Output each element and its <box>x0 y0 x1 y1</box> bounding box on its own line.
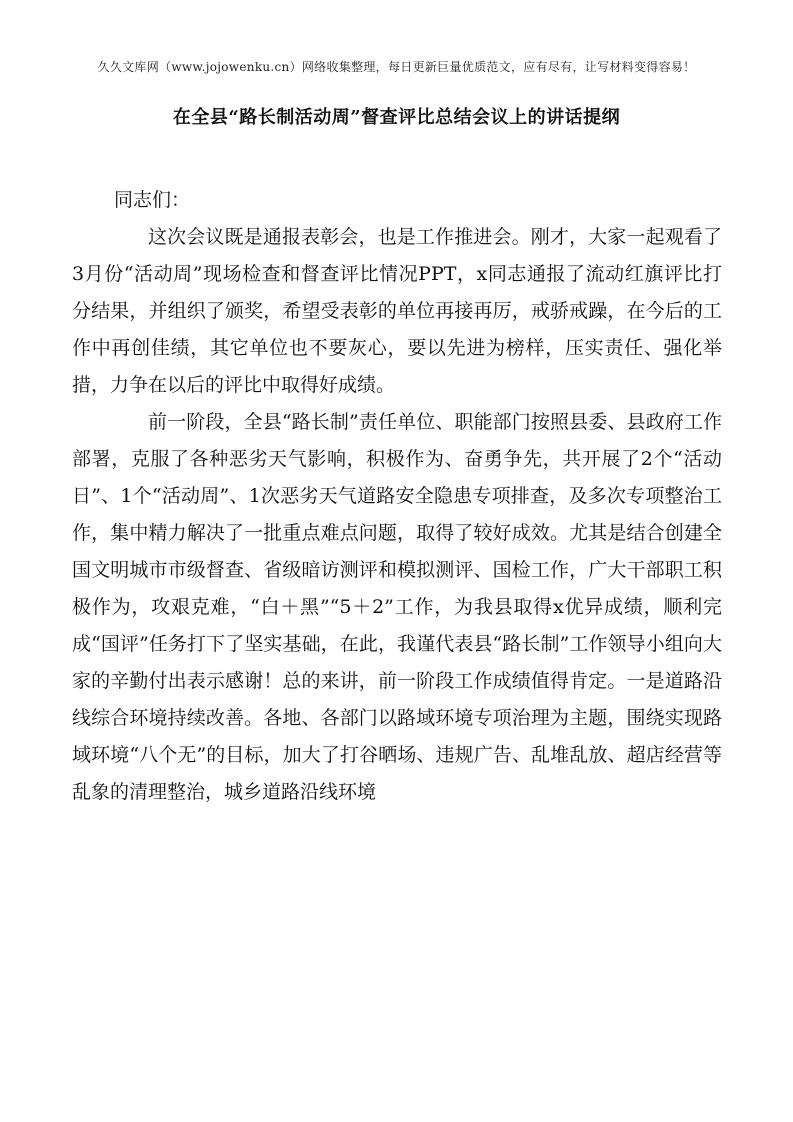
document-body <box>72 182 722 811</box>
paragraph-2: 前一阶段，全县“路长制”责任单位、职能部门按照县委、县政府工作部署，克服了各种恶劣天气影响，积极作为、奋勇争先，共开展了2个“活动日”、1个“活动周”、1次恶劣天气道路安全隐患专项排查，及多次专项整治工作，集中精力解决了一批重点难点问题，取得了较好成效。尤其是结合创建全国文明城市市级督查、省级暗访测评和模拟测评、国检工作，广大干部职工积极作为，攻艰克难，“白＋黑”“5＋2”工作，为我县取得x优异成绩，顺利完成“国评”任务打下了坚实基础，在此，我谨代表县“路长制”工作领导小组向大家的辛勤付出表示感谢！总的来讲，前一阶段工作成绩值得肯定。一是道路沿线综合环境持续改善。各地、各部门以路域环境专项治理为主题，围绕实现路域环境“八个无”的目标，加大了打谷晒场、违规广告、乱堆乱放、超店经营等乱象的清理整治，城乡道路沿线环境 <box>72 411 722 803</box>
salutation: 同志们： <box>114 189 191 211</box>
document-title: 在全县“路长制活动周”督查评比总结会议上的讲话提纲 <box>172 107 621 128</box>
paragraph-1: 这次会议既是通报表彰会，也是工作推进会。刚才，大家一起观看了3月份“活动周”现场检查和督查评比情况PPT，x同志通报了流动红旗评比打分结果，并组织了颁奖，希望受表彰的单位再接再厉，戒骄戒躁，在今后的工作中再创佳绩，其它单位也不要灰心，要以先进为榜样，压实责任、强化举措，力争在以后的评比中取得好成绩。 <box>72 226 722 396</box>
site-header-note: 久久文库网（www.jojowenku.cn）网络收集整理，每日更新巨量优质范文，应有尽有，让写材料变得容易！ <box>97 60 696 74</box>
